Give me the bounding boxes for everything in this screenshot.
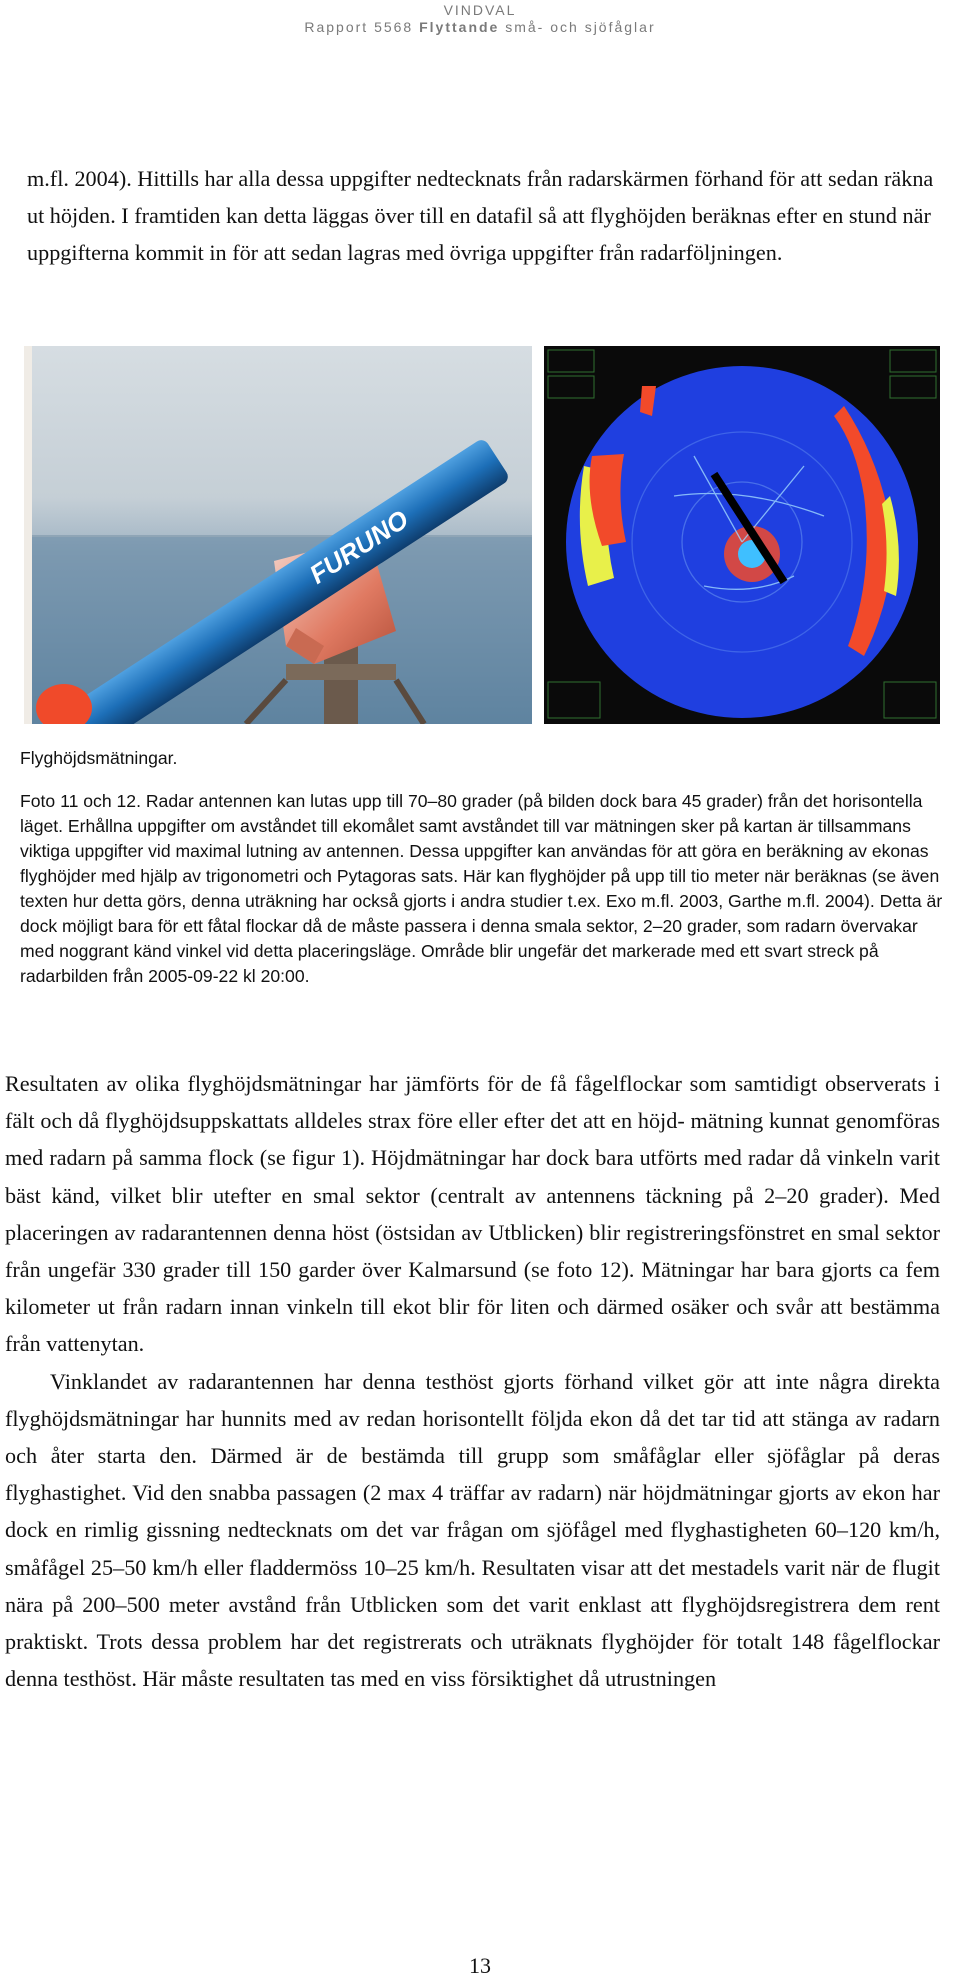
- antenna-brand-text: FURUNO: [303, 503, 414, 590]
- antenna-photo: [24, 346, 532, 724]
- report-series: VINDVAL: [443, 2, 517, 18]
- caption-body: Foto 11 och 12. Radar antennen kan lutas upp till 70–80 grader (på bilden dock bara 45 grader) från det horisontella läget. Erhållna uppgifter om avståndet till ekomålet samt avståndet till var mätningen sker på kartan är tillsammans viktiga uppgifter vid maximal lutning av antennen. Dessa uppgifter kan användas för att göra en beräkning av ekonas flyghöjder med hjälp av trigonometri och Pytagoras sats. Här kan flyghöjder på upp till tio meter när beräknas (se även texten hur detta görs, denna uträkning har också gjorts i andra studier t.ex. Exo m.fl. 2003, Garthe m.fl. 2004). Detta är dock möjligt bara för ett fåtal flockar då de måste passera i denna smala sektor, 2–20 grader, som radarn övervakar med noggrant känd vinkel vid detta placeringsläge. Område blir ungefär det markerade med ett svart streck på radarbilden från 2005-09-22 kl 20:00.: [20, 791, 943, 986]
- antenna-illustration: [24, 346, 532, 724]
- radar-illustration: [544, 346, 940, 724]
- body-text: [5, 1065, 940, 1697]
- body-paragraph-1: Resultaten av olika flyghöjdsmätningar har jämförts för de få fågelflockar som samtidigt observerats i fält och då flyghöjdsuppskattats alldeles strax före eller efter det att en höjd- mätning kunnat genomföras med radarn på samma flock (se figur 1). Höjdmätningar har dock bara utförts med radar då vinkeln varit bäst känd, vilket blir utefter en smal sektor (centralt av antennens täckning på 2–20 grader). Med placeringen av radarantennen denna höst (östsidan av Utblicken) blir registreringsfönstret en smal sektor från ungefär 330 grader till 150 garder över Kalmarsund (se foto 12). Mätningar har bara gjorts ca fem kilometer ut från radarn innan vinkeln till ekot blir för liten och därmed osäker och svår att bestämma från vattenytan.: [5, 1071, 940, 1357]
- page-header: [0, 2, 960, 36]
- body-paragraph-2: Vinklandet av radarantennen har denna testhöst gjorts förhand vilket gör att inte några direkta flyghöjdsmätningar har hunnits med av redan horisontellt följda ekon då det tar tid att stänga av radarn och åter starta den. Därmed är de bestämda till grupp som småfåglar eller sjöfåglar på deras flyghastighet. Vid den snabba passagen (2 max 4 träffar av radarn) när höjdmätningar gjorts av ekon har dock en rimlig gissning nedtecknats om det var frågan om sjöfågel med flyghastigheten 60–120 km/h, småfågel 25–50 km/h eller fladdermöss 10–25 km/h. Resultaten visar att det mestadels varit när de flugit nära på 200–500 meter avstånd från Utblicken som det varit enklast att flyghöjdsregistrera dem rent praktiskt. Trots dessa problem har det registrerats och uträknats flyghöjder för totalt 148 fågelflockar denna testhöst. Här måste resultaten tas med en viss försiktighet då utrustningen: [5, 1368, 940, 1692]
- intro-paragraph: m.fl. 2004). Hittills har alla dessa uppgifter nedtecknats från radarskärmen förhand för att sedan räkna ut höjden. I framtiden kan detta läggas över till en datafil så att flyghöjden beräknas efter en stund när uppgifterna kommit in för att sedan lagras med övriga uppgifter från radarföljningen.: [27, 166, 934, 265]
- radar-screen-photo: [544, 346, 940, 724]
- page-number: 13: [469, 1953, 491, 1978]
- caption-title: Flyghöjdsmätningar.: [20, 748, 178, 768]
- report-title: Rapport 5568 Flyttande små- och sjöfåglar: [304, 19, 656, 35]
